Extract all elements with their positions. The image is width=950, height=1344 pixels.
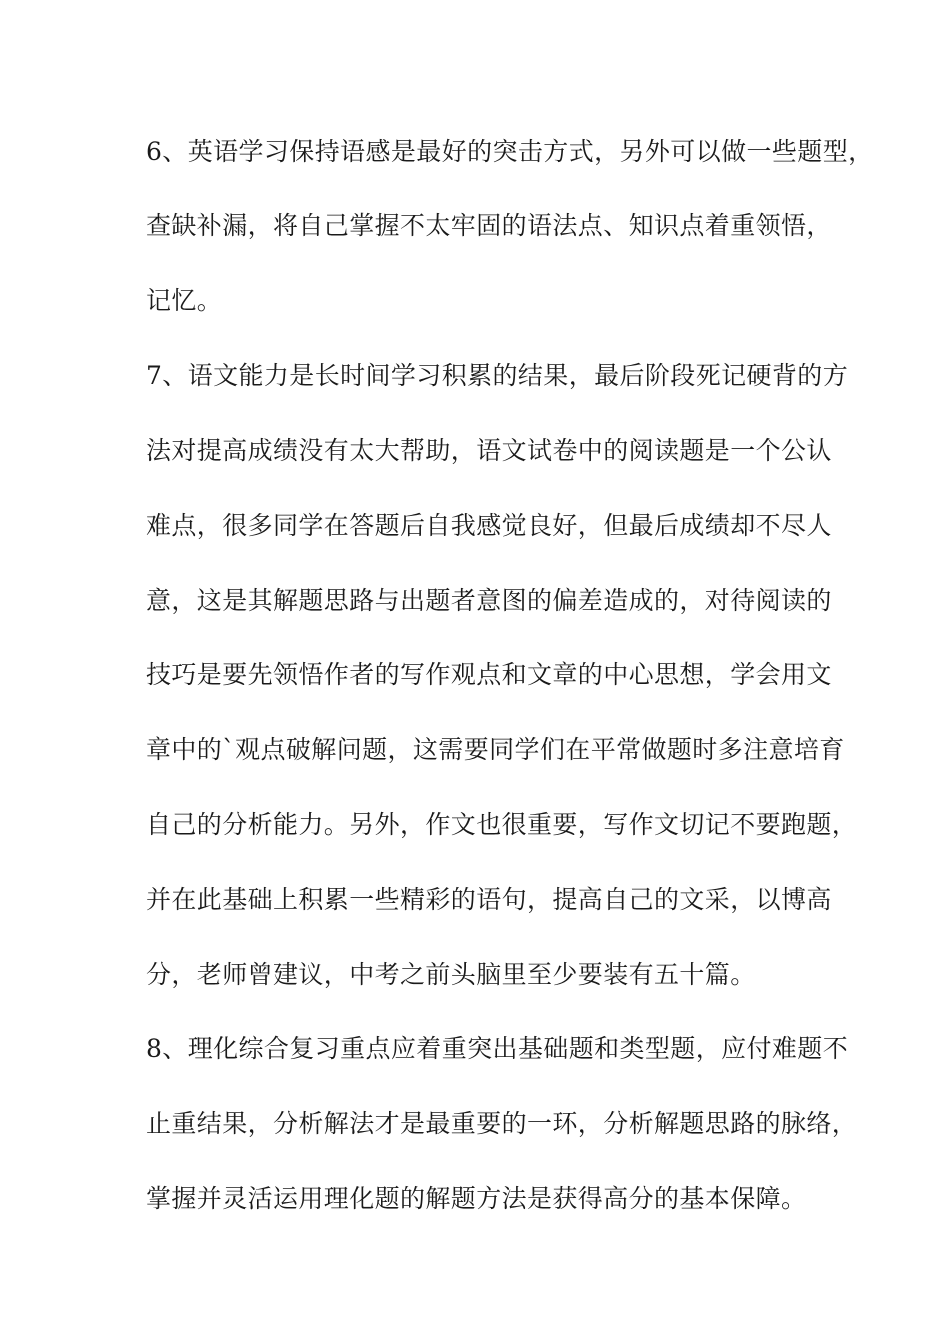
text-line: 技巧是要先领悟作者的写作观点和文章的中心思想，学会用文 [146, 660, 832, 689]
text-line: 并在此基础上积累一些精彩的语句，提高自己的文采，以博高 [146, 885, 832, 914]
text-line: 记忆。 [146, 286, 223, 315]
text-line: 难点，很多同学在答题后自我感觉良好，但最后成绩却不尽人 [146, 511, 832, 540]
text-line: 查缺补漏，将自己掌握不太牢固的语法点、知识点着重领悟， [146, 211, 832, 240]
text-line: 法对提高成绩没有太大帮助，语文试卷中的阅读题是一个公认 [146, 436, 832, 465]
text-line: 6、英语学习保持语感是最好的突击方式，另外可以做一些题型， [146, 137, 874, 166]
text-line: 止重结果，分析解法才是最重要的一环，分析解题思路的脉络， [146, 1109, 858, 1138]
text-line: 自己的分析能力。另外，作文也很重要，写作文切记不要跑题， [146, 810, 858, 839]
text-line: 掌握并灵活运用理化题的解题方法是获得高分的基本保障。 [146, 1184, 807, 1213]
text-line: 章中的`观点破解问题，这需要同学们在平常做题时多注意培育 [146, 735, 845, 764]
text-line: 分，老师曾建议，中考之前头脑里至少要装有五十篇。 [146, 960, 756, 989]
text-line: 意，这是其解题思路与出题者意图的偏差造成的，对待阅读的 [146, 586, 832, 615]
text-line: 8、理化综合复习重点应着重突出基础题和类型题，应付难题不 [146, 1034, 849, 1063]
text-line: 7、语文能力是长时间学习积累的结果，最后阶段死记硬背的方 [146, 361, 849, 390]
